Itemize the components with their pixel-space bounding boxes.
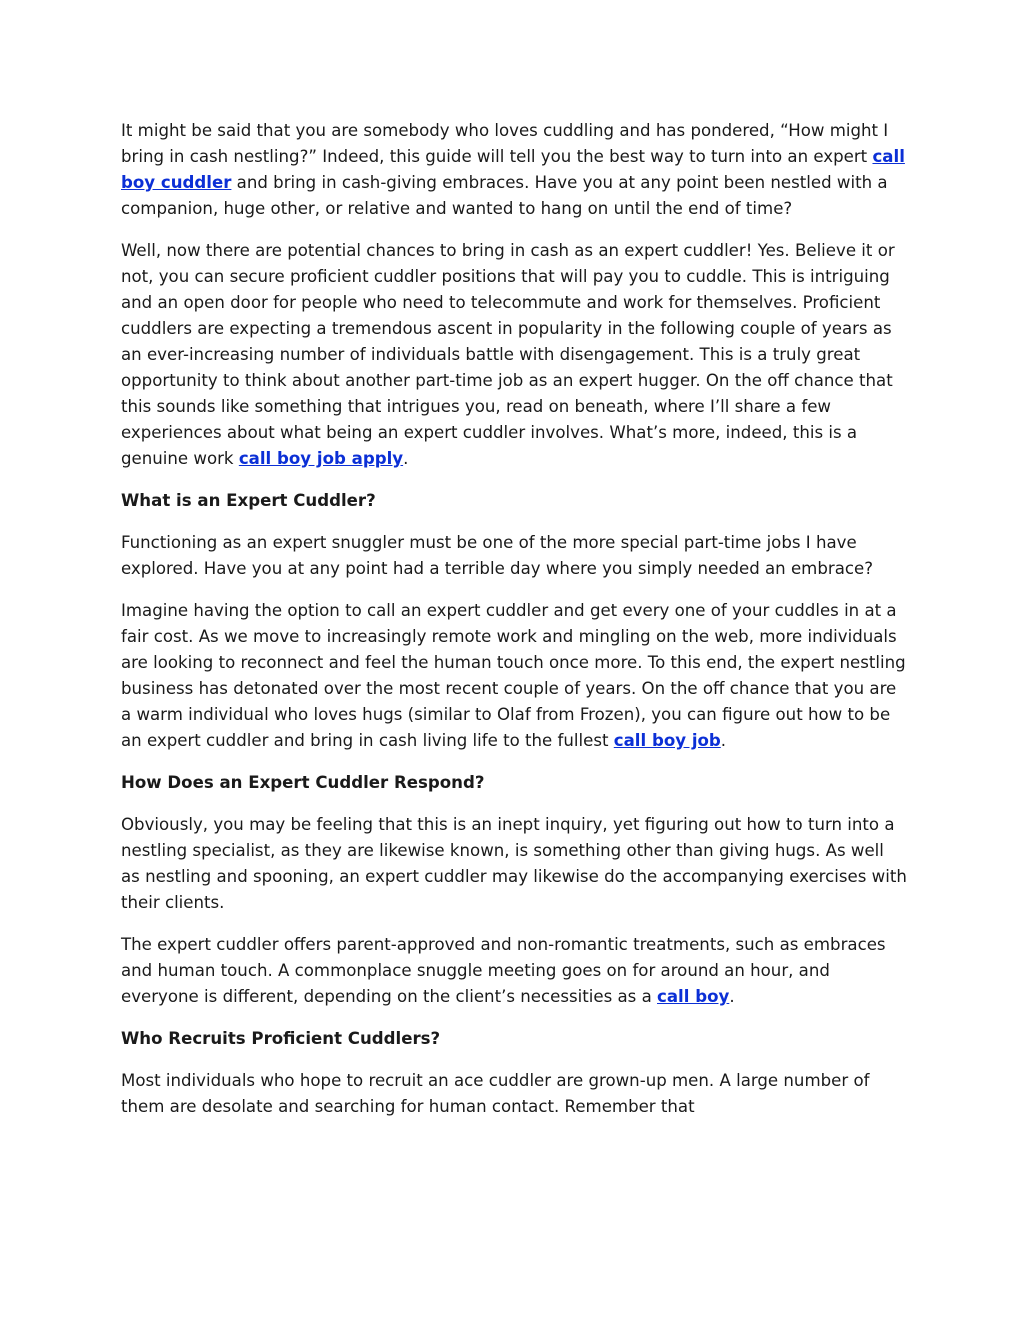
paragraph-intro: [121, 118, 907, 222]
paragraph-text: .: [720, 731, 727, 750]
link-call-boy[interactable]: call boy: [657, 987, 730, 1006]
paragraph-treatments: [121, 932, 907, 1010]
paragraph-text: and bring in cash-giving embraces. Have you at any point been nestled with a companion, huge other, or relative and wanted to hang on until the end of time?: [121, 173, 888, 218]
paragraph-text: It might be said that you are somebody who loves cuddling and has pondered, “How might I bring in cash nestling?” Indeed, this guide will tell you the best way to turn into an expert: [121, 121, 889, 166]
paragraph-text: The expert cuddler offers parent-approved and non-romantic treatments, such as embraces and human touch. A commonplace snuggle meeting goes on for around an hour, and everyone is different, depending on the client’s necessities as a: [121, 935, 886, 1006]
paragraph-most-individuals: Most individuals who hope to recruit an ace cuddler are grown-up men. A large number of them are desolate and searching for human contact. Remember that: [121, 1071, 870, 1116]
link-call-boy-cuddler[interactable]: call boy cuddler: [121, 147, 905, 192]
link-call-boy-job[interactable]: call boy job: [613, 731, 721, 750]
link-call-boy-job-apply[interactable]: call boy job apply: [238, 449, 404, 468]
paragraph-opportunity: [121, 238, 907, 472]
paragraph-imagine: [121, 598, 907, 754]
heading-how-does-cuddler-respond: How Does an Expert Cuddler Respond?: [121, 773, 485, 792]
paragraph-text: Imagine having the option to call an expert cuddler and get every one of your cuddles in at a fair cost. As we move to increasingly remote work and mingling on the web, more individuals are looking to reconnect and feel the human touch once more. To this end, the expert nestling business has detonated over the most recent couple of years. On the off chance that you are a warm individual who loves hugs (similar to Olaf from Frozen), you can figure out how to be an expert cuddler and bring in cash living life to the fullest: [121, 601, 906, 750]
paragraph-text: .: [729, 987, 735, 1006]
paragraph-text: .: [403, 449, 409, 468]
paragraph-obviously: Obviously, you may be feeling that this is an inept inquiry, yet figuring out how to turn into a nestling specialist, as they are likewise known, is something other than giving hugs. As well as nestling and spooning, an expert cuddler may likewise do the accompanying exercises with their clients.: [121, 815, 907, 912]
document-body: [121, 118, 907, 1136]
paragraph-snuggler: Functioning as an expert snuggler must be one of the more special part-time jobs I have explored. Have you at any point had a terrible day where you simply needed an embrace?: [121, 533, 874, 578]
heading-what-is-expert-cuddler: What is an Expert Cuddler?: [121, 491, 376, 510]
paragraph-text: Well, now there are potential chances to bring in cash as an expert cuddler! Yes. Believe it or not, you can secure proficient cuddler positions that will pay you to cuddle. This is intriguing and an open door for people who need to telecommute and work for themselves. Proficient cuddlers are expecting a tremendous ascent in popularity in the following couple of years as an ever-increasing number of individuals battle with disengagement. This is a truly great opportunity to think about another part-time job as an expert hugger. On the off chance that this sounds like something that intrigues you, read on beneath, where I’ll share a few experiences about what being an expert cuddler involves. What’s more, indeed, this is a genuine work: [121, 241, 895, 468]
heading-who-recruits: Who Recruits Proficient Cuddlers?: [121, 1029, 441, 1048]
